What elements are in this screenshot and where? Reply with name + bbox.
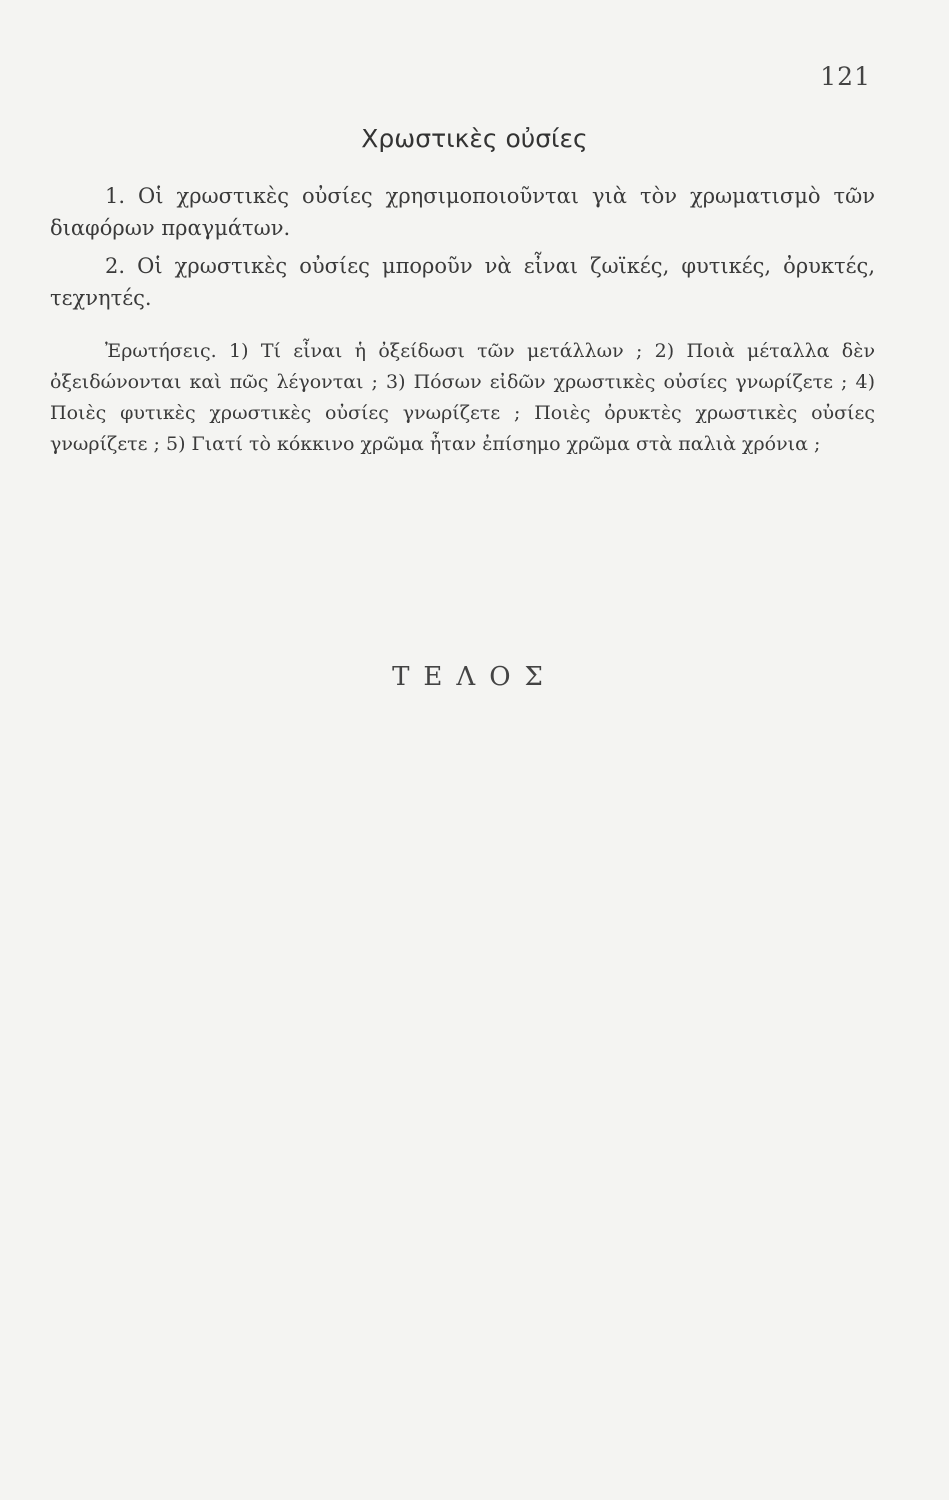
questions-label: Ἐρωτήσεις. <box>105 340 217 362</box>
paragraph-2: 2. Οἱ χρωστικὲς οὐσίες μποροῦν νὰ εἶναι ζωϊκές, φυτικές, ὀρυκτές, τεχνητές. <box>50 254 875 310</box>
page-number: 121 <box>820 62 871 91</box>
questions-paragraph <box>50 336 875 460</box>
questions-text: 1) Τί εἶναι ἡ ὀξείδωσι τῶν μετάλλων ; 2) Ποιὰ μέταλλα δὲν ὀξειδώνονται καὶ πῶς λέγονται ; 3) Πόσων εἰδῶν χρωστικὲς οὐσίες γνωρίζετε ; 4) Ποιὲς φυτικὲς χρωστικὲς οὐσίες γνωρίζετε ; Ποιὲς ὀρυκτὲς χρωστικὲς οὐσίες γνωρίζετε ; 5) Γιατί τὸ κόκκινο χρῶμα ἦταν ἐπίσημο χρῶμα στὰ παλιὰ χρόνια ; <box>50 340 875 455</box>
section-title: Χρωστικὲς οὐσίες <box>361 124 588 153</box>
paragraph-1: 1. Οἱ χρωστικὲς οὐσίες χρησιμοποιοῦνται γιὰ τὸν χρωματισμὸ τῶν διαφόρων πραγμάτων. <box>50 184 875 240</box>
end-mark: ΤΕΛΟΣ <box>392 662 557 692</box>
